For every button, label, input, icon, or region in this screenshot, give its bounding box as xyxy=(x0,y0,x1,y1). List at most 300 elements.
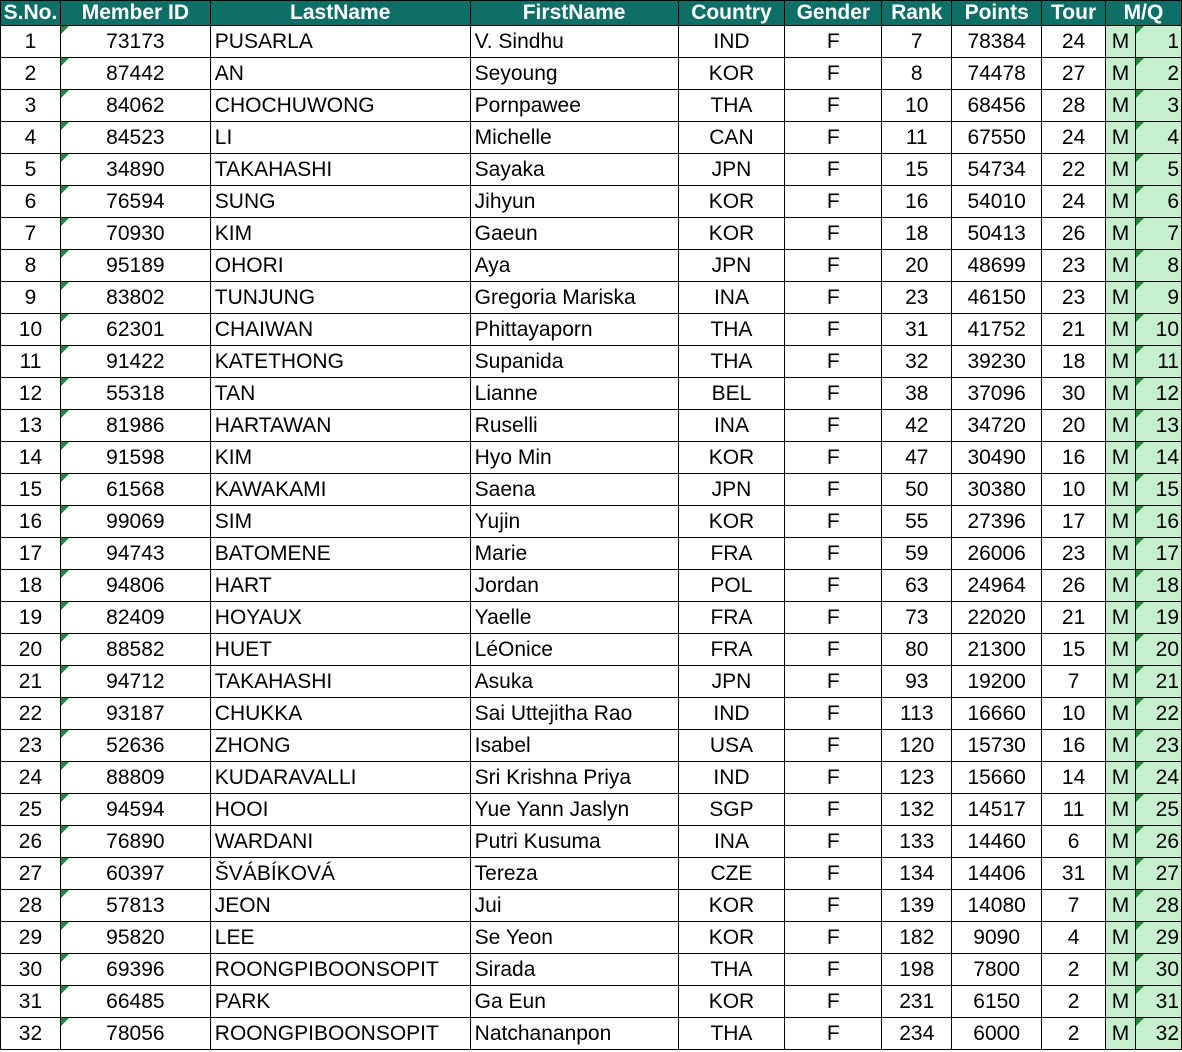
cell-country[interactable]: KOR xyxy=(678,986,785,1018)
cell-country[interactable]: INA xyxy=(678,282,785,314)
cell-tour[interactable]: 24 xyxy=(1042,186,1106,218)
cell-tour[interactable]: 21 xyxy=(1042,314,1106,346)
cell-tour[interactable]: 24 xyxy=(1042,122,1106,154)
cell-gender[interactable]: F xyxy=(785,90,882,122)
cell-country[interactable]: FRA xyxy=(678,602,785,634)
cell-tour[interactable]: 7 xyxy=(1042,890,1106,922)
cell-gender[interactable]: F xyxy=(785,346,882,378)
cell-tour[interactable]: 26 xyxy=(1042,570,1106,602)
cell-last-name[interactable]: LEE xyxy=(210,922,470,954)
cell-member-id[interactable]: 81986 xyxy=(60,410,210,442)
cell-sno[interactable]: 26 xyxy=(1,826,61,858)
cell-rank[interactable]: 134 xyxy=(882,858,952,890)
cell-points[interactable]: 16660 xyxy=(952,698,1042,730)
cell-member-id[interactable]: 34890 xyxy=(60,154,210,186)
cell-gender[interactable]: F xyxy=(785,922,882,954)
cell-tour[interactable]: 24 xyxy=(1042,26,1106,58)
cell-tour[interactable]: 10 xyxy=(1042,698,1106,730)
cell-sno[interactable]: 32 xyxy=(1,1018,61,1050)
cell-points[interactable]: 14517 xyxy=(952,794,1042,826)
cell-q[interactable]: 8 xyxy=(1135,250,1181,282)
cell-country[interactable]: JPN xyxy=(678,474,785,506)
cell-q[interactable]: 20 xyxy=(1135,634,1181,666)
cell-member-id[interactable]: 70930 xyxy=(60,218,210,250)
cell-tour[interactable]: 20 xyxy=(1042,410,1106,442)
cell-sno[interactable]: 6 xyxy=(1,186,61,218)
cell-m[interactable]: M xyxy=(1106,698,1136,730)
cell-last-name[interactable]: LI xyxy=(210,122,470,154)
cell-tour[interactable]: 30 xyxy=(1042,378,1106,410)
cell-q[interactable]: 13 xyxy=(1135,410,1181,442)
header-mq[interactable]: M/Q xyxy=(1106,1,1182,26)
cell-gender[interactable]: F xyxy=(785,538,882,570)
cell-points[interactable]: 54734 xyxy=(952,154,1042,186)
cell-m[interactable]: M xyxy=(1106,954,1136,986)
cell-sno[interactable]: 29 xyxy=(1,922,61,954)
cell-rank[interactable]: 198 xyxy=(882,954,952,986)
cell-m[interactable]: M xyxy=(1106,378,1136,410)
cell-first-name[interactable]: Putri Kusuma xyxy=(470,826,678,858)
cell-country[interactable]: FRA xyxy=(678,634,785,666)
cell-last-name[interactable]: TAKAHASHI xyxy=(210,154,470,186)
cell-gender[interactable]: F xyxy=(785,314,882,346)
cell-gender[interactable]: F xyxy=(785,794,882,826)
cell-rank[interactable]: 59 xyxy=(882,538,952,570)
cell-gender[interactable]: F xyxy=(785,698,882,730)
cell-first-name[interactable]: Isabel xyxy=(470,730,678,762)
cell-q[interactable]: 29 xyxy=(1135,922,1181,954)
cell-points[interactable]: 15660 xyxy=(952,762,1042,794)
cell-m[interactable]: M xyxy=(1106,58,1136,90)
cell-rank[interactable]: 11 xyxy=(882,122,952,154)
cell-country[interactable]: JPN xyxy=(678,154,785,186)
cell-sno[interactable]: 11 xyxy=(1,346,61,378)
cell-rank[interactable]: 23 xyxy=(882,282,952,314)
cell-points[interactable]: 6000 xyxy=(952,1018,1042,1050)
cell-country[interactable]: IND xyxy=(678,762,785,794)
cell-gender[interactable]: F xyxy=(785,442,882,474)
cell-points[interactable]: 15730 xyxy=(952,730,1042,762)
cell-m[interactable]: M xyxy=(1106,730,1136,762)
cell-member-id[interactable]: 60397 xyxy=(60,858,210,890)
cell-q[interactable]: 23 xyxy=(1135,730,1181,762)
cell-m[interactable]: M xyxy=(1106,442,1136,474)
cell-points[interactable]: 30380 xyxy=(952,474,1042,506)
cell-m[interactable]: M xyxy=(1106,154,1136,186)
cell-country[interactable]: INA xyxy=(678,826,785,858)
cell-tour[interactable]: 15 xyxy=(1042,634,1106,666)
cell-q[interactable]: 7 xyxy=(1135,218,1181,250)
cell-q[interactable]: 14 xyxy=(1135,442,1181,474)
cell-m[interactable]: M xyxy=(1106,506,1136,538)
header-last-name[interactable]: LastName xyxy=(210,1,470,26)
cell-rank[interactable]: 234 xyxy=(882,1018,952,1050)
cell-first-name[interactable]: Aya xyxy=(470,250,678,282)
cell-country[interactable]: INA xyxy=(678,410,785,442)
cell-gender[interactable]: F xyxy=(785,58,882,90)
cell-gender[interactable]: F xyxy=(785,890,882,922)
cell-member-id[interactable]: 55318 xyxy=(60,378,210,410)
cell-last-name[interactable]: OHORI xyxy=(210,250,470,282)
header-member-id[interactable]: Member ID xyxy=(60,1,210,26)
cell-first-name[interactable]: Sayaka xyxy=(470,154,678,186)
cell-q[interactable]: 27 xyxy=(1135,858,1181,890)
cell-m[interactable]: M xyxy=(1106,250,1136,282)
cell-first-name[interactable]: Natchananpon xyxy=(470,1018,678,1050)
header-first-name[interactable]: FirstName xyxy=(470,1,678,26)
cell-first-name[interactable]: Yujin xyxy=(470,506,678,538)
cell-sno[interactable]: 4 xyxy=(1,122,61,154)
cell-country[interactable]: KOR xyxy=(678,922,785,954)
cell-points[interactable]: 19200 xyxy=(952,666,1042,698)
cell-points[interactable]: 78384 xyxy=(952,26,1042,58)
cell-first-name[interactable]: Hyo Min xyxy=(470,442,678,474)
cell-member-id[interactable]: 91598 xyxy=(60,442,210,474)
cell-tour[interactable]: 16 xyxy=(1042,730,1106,762)
cell-m[interactable]: M xyxy=(1106,826,1136,858)
cell-tour[interactable]: 31 xyxy=(1042,858,1106,890)
cell-tour[interactable]: 6 xyxy=(1042,826,1106,858)
cell-country[interactable]: JPN xyxy=(678,250,785,282)
cell-gender[interactable]: F xyxy=(785,378,882,410)
cell-sno[interactable]: 27 xyxy=(1,858,61,890)
cell-m[interactable]: M xyxy=(1106,122,1136,154)
cell-sno[interactable]: 25 xyxy=(1,794,61,826)
cell-rank[interactable]: 93 xyxy=(882,666,952,698)
cell-rank[interactable]: 50 xyxy=(882,474,952,506)
cell-country[interactable]: CAN xyxy=(678,122,785,154)
cell-gender[interactable]: F xyxy=(785,410,882,442)
cell-last-name[interactable]: PUSARLA xyxy=(210,26,470,58)
cell-points[interactable]: 9090 xyxy=(952,922,1042,954)
cell-m[interactable]: M xyxy=(1106,346,1136,378)
cell-points[interactable]: 14460 xyxy=(952,826,1042,858)
cell-sno[interactable]: 22 xyxy=(1,698,61,730)
cell-points[interactable]: 21300 xyxy=(952,634,1042,666)
cell-points[interactable]: 14080 xyxy=(952,890,1042,922)
cell-rank[interactable]: 63 xyxy=(882,570,952,602)
cell-q[interactable]: 9 xyxy=(1135,282,1181,314)
cell-points[interactable]: 6150 xyxy=(952,986,1042,1018)
header-tour[interactable]: Tour xyxy=(1042,1,1106,26)
cell-member-id[interactable]: 73173 xyxy=(60,26,210,58)
cell-rank[interactable]: 55 xyxy=(882,506,952,538)
cell-member-id[interactable]: 93187 xyxy=(60,698,210,730)
cell-points[interactable]: 37096 xyxy=(952,378,1042,410)
cell-gender[interactable]: F xyxy=(785,858,882,890)
cell-first-name[interactable]: Saena xyxy=(470,474,678,506)
cell-first-name[interactable]: V. Sindhu xyxy=(470,26,678,58)
cell-sno[interactable]: 19 xyxy=(1,602,61,634)
cell-member-id[interactable]: 84523 xyxy=(60,122,210,154)
cell-last-name[interactable]: HOOI xyxy=(210,794,470,826)
cell-member-id[interactable]: 76594 xyxy=(60,186,210,218)
cell-points[interactable]: 50413 xyxy=(952,218,1042,250)
cell-gender[interactable]: F xyxy=(785,634,882,666)
cell-sno[interactable]: 8 xyxy=(1,250,61,282)
cell-points[interactable]: 46150 xyxy=(952,282,1042,314)
cell-gender[interactable]: F xyxy=(785,282,882,314)
cell-sno[interactable]: 1 xyxy=(1,26,61,58)
cell-first-name[interactable]: Tereza xyxy=(470,858,678,890)
cell-points[interactable]: 7800 xyxy=(952,954,1042,986)
cell-member-id[interactable]: 62301 xyxy=(60,314,210,346)
cell-q[interactable]: 24 xyxy=(1135,762,1181,794)
cell-rank[interactable]: 231 xyxy=(882,986,952,1018)
cell-m[interactable]: M xyxy=(1106,602,1136,634)
cell-q[interactable]: 4 xyxy=(1135,122,1181,154)
cell-m[interactable]: M xyxy=(1106,634,1136,666)
cell-last-name[interactable]: BATOMENE xyxy=(210,538,470,570)
cell-last-name[interactable]: KAWAKAMI xyxy=(210,474,470,506)
cell-m[interactable]: M xyxy=(1106,26,1136,58)
cell-rank[interactable]: 32 xyxy=(882,346,952,378)
cell-sno[interactable]: 20 xyxy=(1,634,61,666)
cell-q[interactable]: 2 xyxy=(1135,58,1181,90)
cell-tour[interactable]: 23 xyxy=(1042,282,1106,314)
cell-sno[interactable]: 21 xyxy=(1,666,61,698)
cell-q[interactable]: 18 xyxy=(1135,570,1181,602)
cell-last-name[interactable]: SIM xyxy=(210,506,470,538)
cell-first-name[interactable]: Michelle xyxy=(470,122,678,154)
cell-country[interactable]: KOR xyxy=(678,506,785,538)
cell-last-name[interactable]: TAN xyxy=(210,378,470,410)
cell-tour[interactable]: 2 xyxy=(1042,954,1106,986)
cell-member-id[interactable]: 61568 xyxy=(60,474,210,506)
cell-rank[interactable]: 7 xyxy=(882,26,952,58)
cell-m[interactable]: M xyxy=(1106,314,1136,346)
cell-last-name[interactable]: HARTAWAN xyxy=(210,410,470,442)
cell-last-name[interactable]: WARDANI xyxy=(210,826,470,858)
cell-last-name[interactable]: TAKAHASHI xyxy=(210,666,470,698)
cell-points[interactable]: 48699 xyxy=(952,250,1042,282)
cell-q[interactable]: 15 xyxy=(1135,474,1181,506)
cell-member-id[interactable]: 69396 xyxy=(60,954,210,986)
cell-last-name[interactable]: KIM xyxy=(210,442,470,474)
cell-tour[interactable]: 21 xyxy=(1042,602,1106,634)
cell-tour[interactable]: 2 xyxy=(1042,1018,1106,1050)
cell-member-id[interactable]: 99069 xyxy=(60,506,210,538)
cell-rank[interactable]: 20 xyxy=(882,250,952,282)
cell-last-name[interactable]: TUNJUNG xyxy=(210,282,470,314)
cell-first-name[interactable]: Jihyun xyxy=(470,186,678,218)
cell-first-name[interactable]: Asuka xyxy=(470,666,678,698)
cell-gender[interactable]: F xyxy=(785,218,882,250)
cell-last-name[interactable]: ROONGPIBOONSOPIT xyxy=(210,1018,470,1050)
cell-rank[interactable]: 38 xyxy=(882,378,952,410)
cell-tour[interactable]: 23 xyxy=(1042,250,1106,282)
cell-first-name[interactable]: Sai Uttejitha Rao xyxy=(470,698,678,730)
cell-first-name[interactable]: Ga Eun xyxy=(470,986,678,1018)
cell-member-id[interactable]: 82409 xyxy=(60,602,210,634)
cell-first-name[interactable]: Se Yeon xyxy=(470,922,678,954)
cell-country[interactable]: POL xyxy=(678,570,785,602)
cell-first-name[interactable]: Marie xyxy=(470,538,678,570)
cell-m[interactable]: M xyxy=(1106,410,1136,442)
cell-rank[interactable]: 15 xyxy=(882,154,952,186)
cell-points[interactable]: 27396 xyxy=(952,506,1042,538)
cell-sno[interactable]: 5 xyxy=(1,154,61,186)
cell-q[interactable]: 22 xyxy=(1135,698,1181,730)
cell-tour[interactable]: 16 xyxy=(1042,442,1106,474)
cell-points[interactable]: 41752 xyxy=(952,314,1042,346)
cell-last-name[interactable]: JEON xyxy=(210,890,470,922)
cell-member-id[interactable]: 94712 xyxy=(60,666,210,698)
cell-last-name[interactable]: SUNG xyxy=(210,186,470,218)
cell-first-name[interactable]: Gaeun xyxy=(470,218,678,250)
cell-first-name[interactable]: Phittayaporn xyxy=(470,314,678,346)
cell-q[interactable]: 17 xyxy=(1135,538,1181,570)
cell-sno[interactable]: 16 xyxy=(1,506,61,538)
cell-country[interactable]: KOR xyxy=(678,890,785,922)
cell-sno[interactable]: 15 xyxy=(1,474,61,506)
cell-first-name[interactable]: Jordan xyxy=(470,570,678,602)
cell-sno[interactable]: 17 xyxy=(1,538,61,570)
cell-first-name[interactable]: Lianne xyxy=(470,378,678,410)
cell-tour[interactable]: 22 xyxy=(1042,154,1106,186)
cell-m[interactable]: M xyxy=(1106,1018,1136,1050)
cell-member-id[interactable]: 95820 xyxy=(60,922,210,954)
cell-rank[interactable]: 16 xyxy=(882,186,952,218)
cell-country[interactable]: THA xyxy=(678,314,785,346)
cell-q[interactable]: 1 xyxy=(1135,26,1181,58)
cell-gender[interactable]: F xyxy=(785,250,882,282)
cell-member-id[interactable]: 88809 xyxy=(60,762,210,794)
cell-first-name[interactable]: Sirada xyxy=(470,954,678,986)
cell-q[interactable]: 19 xyxy=(1135,602,1181,634)
cell-gender[interactable]: F xyxy=(785,1018,882,1050)
cell-sno[interactable]: 3 xyxy=(1,90,61,122)
cell-gender[interactable]: F xyxy=(785,474,882,506)
cell-q[interactable]: 32 xyxy=(1135,1018,1181,1050)
cell-points[interactable]: 74478 xyxy=(952,58,1042,90)
cell-m[interactable]: M xyxy=(1106,986,1136,1018)
cell-tour[interactable]: 2 xyxy=(1042,986,1106,1018)
cell-rank[interactable]: 80 xyxy=(882,634,952,666)
cell-sno[interactable]: 7 xyxy=(1,218,61,250)
cell-last-name[interactable]: KATETHONG xyxy=(210,346,470,378)
cell-tour[interactable]: 18 xyxy=(1042,346,1106,378)
cell-country[interactable]: KOR xyxy=(678,186,785,218)
cell-first-name[interactable]: Seyoung xyxy=(470,58,678,90)
cell-gender[interactable]: F xyxy=(785,26,882,58)
cell-sno[interactable]: 14 xyxy=(1,442,61,474)
cell-last-name[interactable]: PARK xyxy=(210,986,470,1018)
cell-m[interactable]: M xyxy=(1106,570,1136,602)
cell-rank[interactable]: 8 xyxy=(882,58,952,90)
cell-first-name[interactable]: Ruselli xyxy=(470,410,678,442)
cell-member-id[interactable]: 76890 xyxy=(60,826,210,858)
cell-country[interactable]: JPN xyxy=(678,666,785,698)
cell-last-name[interactable]: AN xyxy=(210,58,470,90)
cell-country[interactable]: KOR xyxy=(678,58,785,90)
cell-m[interactable]: M xyxy=(1106,474,1136,506)
cell-m[interactable]: M xyxy=(1106,922,1136,954)
cell-member-id[interactable]: 84062 xyxy=(60,90,210,122)
cell-rank[interactable]: 113 xyxy=(882,698,952,730)
cell-last-name[interactable]: ŠVÁBÍKOVÁ xyxy=(210,858,470,890)
cell-last-name[interactable]: CHOCHUWONG xyxy=(210,90,470,122)
cell-country[interactable]: CZE xyxy=(678,858,785,890)
cell-points[interactable]: 22020 xyxy=(952,602,1042,634)
cell-gender[interactable]: F xyxy=(785,826,882,858)
cell-sno[interactable]: 31 xyxy=(1,986,61,1018)
cell-gender[interactable]: F xyxy=(785,762,882,794)
header-sno[interactable]: S.No. xyxy=(1,1,61,26)
cell-sno[interactable]: 10 xyxy=(1,314,61,346)
cell-sno[interactable]: 23 xyxy=(1,730,61,762)
cell-country[interactable]: THA xyxy=(678,1018,785,1050)
cell-last-name[interactable]: HART xyxy=(210,570,470,602)
cell-q[interactable]: 31 xyxy=(1135,986,1181,1018)
cell-q[interactable]: 25 xyxy=(1135,794,1181,826)
cell-m[interactable]: M xyxy=(1106,218,1136,250)
cell-first-name[interactable]: Sri Krishna Priya xyxy=(470,762,678,794)
cell-q[interactable]: 6 xyxy=(1135,186,1181,218)
cell-q[interactable]: 3 xyxy=(1135,90,1181,122)
cell-first-name[interactable]: Supanida xyxy=(470,346,678,378)
cell-points[interactable]: 30490 xyxy=(952,442,1042,474)
cell-gender[interactable]: F xyxy=(785,506,882,538)
cell-sno[interactable]: 18 xyxy=(1,570,61,602)
cell-country[interactable]: BEL xyxy=(678,378,785,410)
cell-tour[interactable]: 17 xyxy=(1042,506,1106,538)
cell-points[interactable]: 34720 xyxy=(952,410,1042,442)
cell-m[interactable]: M xyxy=(1106,890,1136,922)
header-points[interactable]: Points xyxy=(952,1,1042,26)
cell-q[interactable]: 10 xyxy=(1135,314,1181,346)
cell-member-id[interactable]: 94806 xyxy=(60,570,210,602)
cell-gender[interactable]: F xyxy=(785,122,882,154)
cell-first-name[interactable]: Yue Yann Jaslyn xyxy=(470,794,678,826)
cell-rank[interactable]: 132 xyxy=(882,794,952,826)
cell-country[interactable]: USA xyxy=(678,730,785,762)
cell-gender[interactable]: F xyxy=(785,570,882,602)
cell-tour[interactable]: 26 xyxy=(1042,218,1106,250)
cell-last-name[interactable]: ROONGPIBOONSOPIT xyxy=(210,954,470,986)
cell-sno[interactable]: 13 xyxy=(1,410,61,442)
cell-member-id[interactable]: 91422 xyxy=(60,346,210,378)
cell-points[interactable]: 67550 xyxy=(952,122,1042,154)
cell-m[interactable]: M xyxy=(1106,666,1136,698)
cell-sno[interactable]: 30 xyxy=(1,954,61,986)
cell-tour[interactable]: 27 xyxy=(1042,58,1106,90)
cell-q[interactable]: 21 xyxy=(1135,666,1181,698)
cell-member-id[interactable]: 94594 xyxy=(60,794,210,826)
cell-member-id[interactable]: 83802 xyxy=(60,282,210,314)
cell-country[interactable]: IND xyxy=(678,26,785,58)
cell-country[interactable]: THA xyxy=(678,346,785,378)
cell-gender[interactable]: F xyxy=(785,602,882,634)
cell-country[interactable]: THA xyxy=(678,954,785,986)
cell-last-name[interactable]: HOYAUX xyxy=(210,602,470,634)
header-country[interactable]: Country xyxy=(678,1,785,26)
cell-country[interactable]: KOR xyxy=(678,442,785,474)
cell-rank[interactable]: 123 xyxy=(882,762,952,794)
cell-member-id[interactable]: 88582 xyxy=(60,634,210,666)
cell-rank[interactable]: 42 xyxy=(882,410,952,442)
cell-tour[interactable]: 23 xyxy=(1042,538,1106,570)
cell-last-name[interactable]: ZHONG xyxy=(210,730,470,762)
cell-rank[interactable]: 133 xyxy=(882,826,952,858)
cell-rank[interactable]: 73 xyxy=(882,602,952,634)
cell-m[interactable]: M xyxy=(1106,186,1136,218)
cell-rank[interactable]: 10 xyxy=(882,90,952,122)
cell-points[interactable]: 14406 xyxy=(952,858,1042,890)
cell-last-name[interactable]: KUDARAVALLI xyxy=(210,762,470,794)
cell-sno[interactable]: 24 xyxy=(1,762,61,794)
cell-m[interactable]: M xyxy=(1106,282,1136,314)
